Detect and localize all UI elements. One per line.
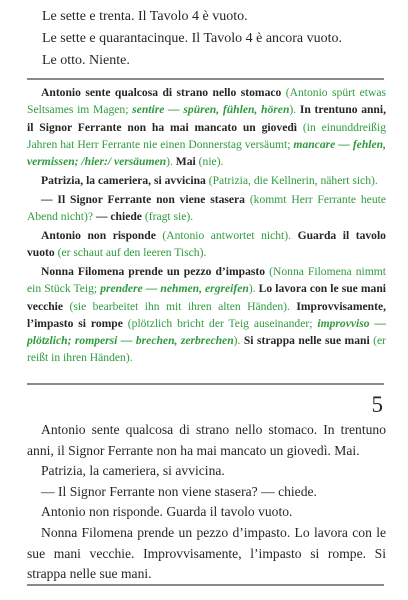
italian-text: Antonio non risponde [41, 228, 156, 242]
german-gloss: (sie bearbeitet ihn mit ihren alten Händen). [69, 299, 290, 313]
italian-text: Patrizia, la cameriera, si avvicina [41, 173, 206, 187]
german-gloss: (kommt Herr Ferrante heute Abend nicht)? [27, 192, 386, 224]
top-text-block [0, 0, 408, 72]
text-paragraph: — Il Signor Ferrante non viene stasera? — chiede. [41, 483, 317, 499]
german-gloss: (nie). [198, 155, 224, 169]
text-paragraph: Antonio sente qualcosa di strano nello stomaco. In trentuno anni, il Signor Ferrante non ha mai mancato un giovedì. Mai. [27, 422, 386, 458]
annotated-paragraph [27, 172, 386, 189]
italian-text: — chiede [95, 210, 142, 224]
text-paragraph: Antonio non risponde. Guarda il tavolo vuoto. [41, 504, 293, 520]
vocab-meaning: — plötzlich; [27, 316, 387, 348]
vocab-word: mancare [293, 137, 336, 151]
italian-text: In trentuno anni, il Signor Ferrante non ha mai mancato un giovedì [27, 103, 387, 134]
annotated-translation-block [27, 84, 386, 368]
german-gloss: (in einunddreißig Jahren hat Herr Ferrante nie einen Donnerstag versäumt; [27, 120, 386, 151]
italian-text: Mai [175, 155, 196, 169]
vocab-word: rompersi [74, 334, 118, 348]
german-gloss: (Antonio spürt etwas Seltsames im Magen; [27, 86, 387, 117]
annotated-paragraph [27, 227, 386, 262]
german-gloss: ). [166, 155, 173, 169]
text-line: Le otto. Niente. [42, 53, 130, 68]
section-divider [27, 584, 384, 586]
vocab-meaning: — fehlen, vermissen; /hier:/ versäumen [27, 137, 386, 169]
italian-text: Antonio sente qualcosa di strano nello stomaco [41, 86, 282, 99]
german-gloss: (plötzlich bricht der Teig auseinander; [127, 316, 313, 330]
annotated-paragraph [27, 84, 386, 170]
section-divider [27, 383, 384, 385]
italian-text: — Il Signor Ferrante non viene stasera [41, 192, 245, 206]
german-gloss: (Nonna Filomena nimmt ein Stück Teig; [27, 264, 387, 296]
page-number: 5 [371, 392, 383, 417]
annotated-paragraph [27, 191, 386, 226]
german-gloss: (fragt sie). [144, 210, 194, 224]
italian-text: Si strappa nelle sue mani [243, 334, 370, 348]
vocab-word: prendere [100, 282, 143, 296]
italian-text: Improvvisamente, l’impasto si rompe [27, 299, 387, 330]
text-paragraph: Patrizia, la cameriera, si avvicina. [41, 463, 225, 479]
german-gloss: (er schaut auf den leeren Tisch). [57, 246, 207, 260]
german-gloss: ). [248, 282, 256, 296]
text-line: Le sette e trenta. Il Tavolo 4 è vuoto. [42, 9, 248, 24]
section-divider [27, 78, 384, 80]
vocab-meaning: — brechen, zerbrechen [120, 334, 234, 348]
german-gloss: (Antonio antwortet nicht). [162, 228, 292, 242]
vocab-word: sentire [132, 103, 165, 117]
german-gloss: (Patrizia, die Kellnerin, nähert sich). [208, 173, 378, 187]
text-paragraph: Nonna Filomena prende un pezzo d’impasto. Lo lavora con le sue mani vecchie. Improvvisamente, l’impasto si rompe. Si strappa nelle sue mani. [27, 524, 386, 582]
text-line: Le sette e quarantacinque. Il Tavolo 4 è ancora vuoto. [42, 31, 343, 46]
italian-text: Guarda il tavolo vuoto [27, 228, 386, 260]
german-gloss: (er reißt in ihren Händen). [27, 334, 386, 365]
german-gloss: ). [233, 334, 241, 348]
plain-text-block [27, 420, 386, 585]
annotated-paragraph [27, 263, 386, 367]
italian-text: Lo lavora con le sue mani vecchie [27, 282, 386, 313]
vocab-meaning: — spüren, fühlen, hören [168, 103, 290, 117]
vocab-word: improvviso [317, 316, 370, 330]
italian-text: Nonna Filomena prende un pezzo d’impasto [41, 264, 266, 278]
vocab-meaning: — nehmen, ergreifen [145, 282, 249, 296]
german-gloss: ). [289, 103, 297, 117]
